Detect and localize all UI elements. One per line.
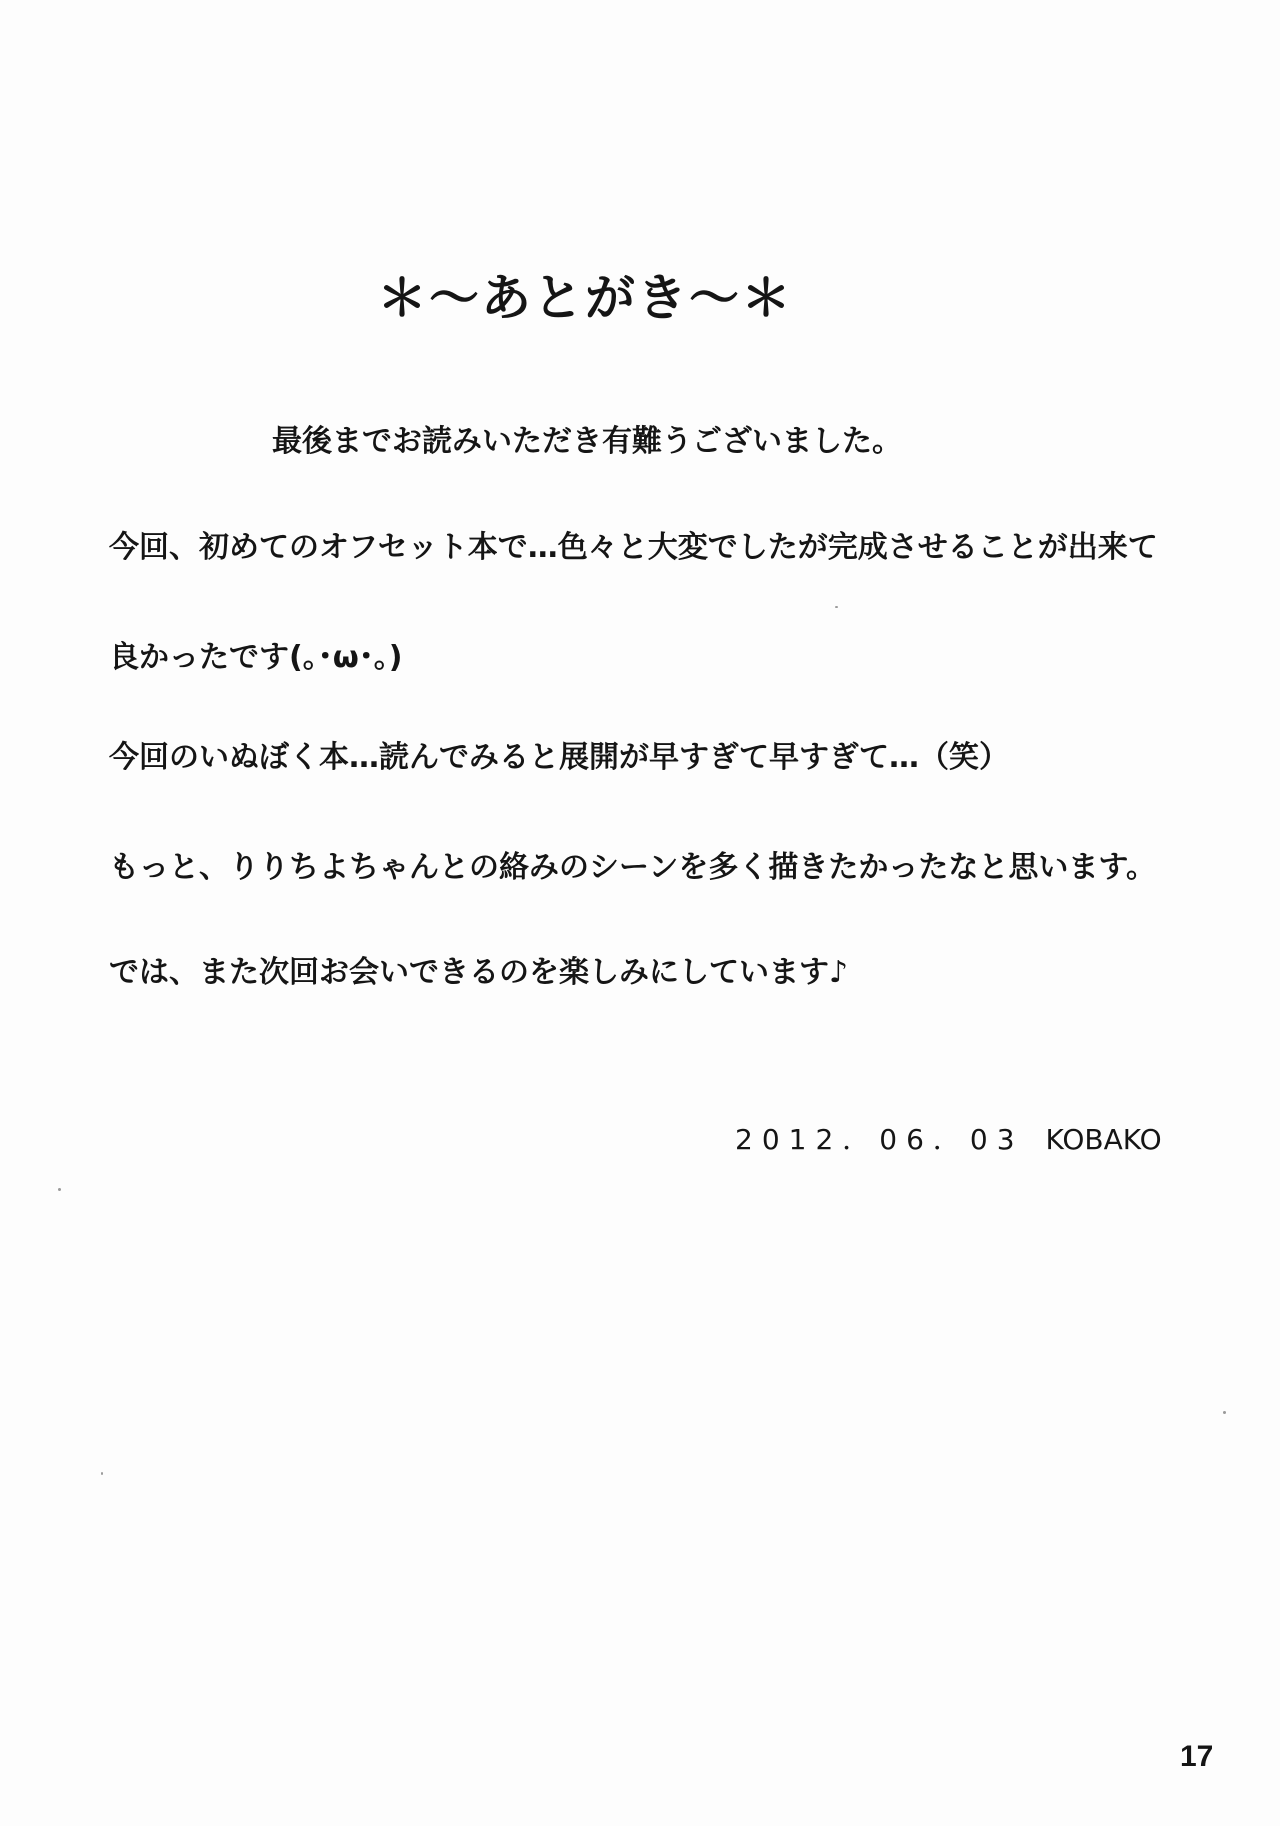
signature [735, 1118, 1162, 1158]
afterword-line-4: 今回のいぬぼく本…読んでみると展開が早すぎて早すぎて…（笑） [109, 740, 1009, 775]
afterword-line-2: 今回、初めてのオフセット本で…色々と大変でしたが完成させることが出来て [109, 530, 1158, 565]
afterword-title: ＊～あとがき～＊ [377, 269, 793, 327]
scan-speck [1223, 1411, 1226, 1414]
scan-speck [101, 1472, 103, 1475]
afterword-line-1: 最後までお読みいただき有難うございました。 [272, 424, 902, 459]
signature-date: 2012．06．03 [735, 1123, 1024, 1156]
afterword-line-5: もっと、りりちよちゃんとの絡みのシーンを多く描きたかったなと思います。 [109, 850, 1156, 885]
scan-speck [835, 606, 838, 608]
page-number: 17 [1180, 1740, 1214, 1773]
signature-author: KOBAKO [1045, 1123, 1162, 1156]
scan-speck [58, 1188, 61, 1191]
afterword-line-6: では、また次回お会いできるのを楽しみにしています♪ [109, 955, 849, 990]
afterword-line-3: 良かったです(｡･ω･｡) [109, 640, 403, 675]
